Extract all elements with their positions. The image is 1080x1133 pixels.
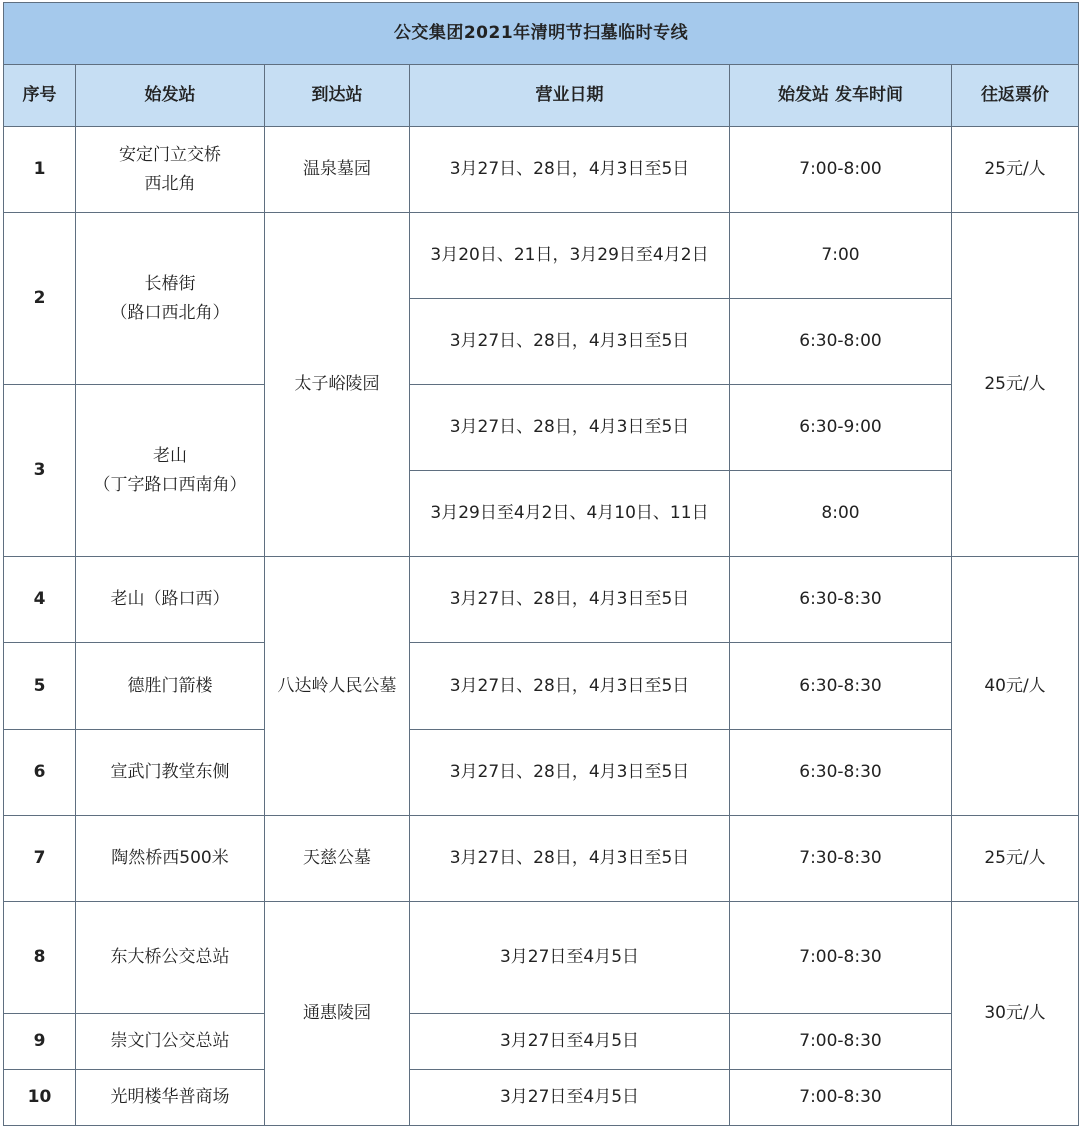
destination-cell: 太子峪陵园 xyxy=(265,213,410,557)
header-dates: 营业日期 xyxy=(410,65,730,127)
origin-cell: 陶然桥西500米 xyxy=(76,815,265,901)
row-number: 9 xyxy=(4,1013,76,1069)
dates-cell: 3月29日至4月2日、4月10日、11日 xyxy=(410,471,730,557)
time-cell: 6:30-8:30 xyxy=(730,557,952,643)
destination-cell: 天慈公墓 xyxy=(265,815,410,901)
table-row xyxy=(4,729,1079,815)
destination-cell: 温泉墓园 xyxy=(265,127,410,213)
dates-cell: 3月27日、28日，4月3日至5日 xyxy=(410,729,730,815)
header-depart-line2: 发车时间 xyxy=(834,85,903,106)
row-number: 8 xyxy=(4,901,76,1013)
dates-cell: 3月27日至4月5日 xyxy=(410,1013,730,1069)
table-row xyxy=(4,643,1079,729)
time-cell: 7:00-8:00 xyxy=(730,127,952,213)
table-row xyxy=(4,1069,1079,1125)
header-destination: 到达站 xyxy=(265,65,410,127)
origin-line: （丁字路口西南角） xyxy=(93,474,247,495)
row-number: 6 xyxy=(4,729,76,815)
dates-cell: 3月20日、21日，3月29日至4月2日 xyxy=(410,213,730,299)
header-row xyxy=(4,65,1079,127)
time-cell: 8:00 xyxy=(730,471,952,557)
origin-cell: 德胜门箭楼 xyxy=(76,643,265,729)
header-no: 序号 xyxy=(4,65,76,127)
table-row xyxy=(4,213,1079,299)
time-cell: 7:00-8:30 xyxy=(730,1013,952,1069)
row-number: 4 xyxy=(4,557,76,643)
row-number: 1 xyxy=(4,127,76,213)
origin-line: 西北角 xyxy=(144,173,196,194)
row-number: 7 xyxy=(4,815,76,901)
time-cell: 6:30-8:30 xyxy=(730,729,952,815)
origin-cell xyxy=(76,213,265,385)
time-cell: 7:00-8:30 xyxy=(730,901,952,1013)
origin-cell: 光明楼华普商场 xyxy=(76,1069,265,1125)
table-title: 公交集团2021年清明节扫墓临时专线 xyxy=(4,3,1079,65)
dates-cell: 3月27日、28日，4月3日至5日 xyxy=(410,815,730,901)
origin-line: 老山 xyxy=(153,445,187,466)
row-number: 10 xyxy=(4,1069,76,1125)
destination-cell: 八达岭人民公墓 xyxy=(265,557,410,815)
table-row xyxy=(4,815,1079,901)
time-cell: 6:30-8:00 xyxy=(730,299,952,385)
header-depart-time xyxy=(730,65,952,127)
dates-cell: 3月27日、28日，4月3日至5日 xyxy=(410,127,730,213)
time-cell: 6:30-9:00 xyxy=(730,385,952,471)
origin-cell xyxy=(76,385,265,557)
table-row xyxy=(4,557,1079,643)
fare-cell: 25元/人 xyxy=(952,213,1079,557)
time-cell: 7:00-8:30 xyxy=(730,1069,952,1125)
time-cell: 6:30-8:30 xyxy=(730,643,952,729)
fare-cell: 25元/人 xyxy=(952,127,1079,213)
dates-cell: 3月27日、28日，4月3日至5日 xyxy=(410,557,730,643)
time-cell: 7:30-8:30 xyxy=(730,815,952,901)
table-row xyxy=(4,901,1079,1013)
origin-cell xyxy=(76,127,265,213)
header-fare: 往返票价 xyxy=(952,65,1079,127)
origin-cell: 崇文门公交总站 xyxy=(76,1013,265,1069)
dates-cell: 3月27日、28日，4月3日至5日 xyxy=(410,643,730,729)
dates-cell: 3月27日、28日，4月3日至5日 xyxy=(410,385,730,471)
origin-line: 长椿街 xyxy=(144,273,196,294)
origin-line: （路口西北角） xyxy=(110,302,230,323)
origin-cell: 宣武门教堂东侧 xyxy=(76,729,265,815)
header-origin: 始发站 xyxy=(76,65,265,127)
table-row xyxy=(4,127,1079,213)
time-cell: 7:00 xyxy=(730,213,952,299)
origin-line: 安定门立交桥 xyxy=(119,144,221,165)
dates-cell: 3月27日至4月5日 xyxy=(410,1069,730,1125)
fare-cell: 40元/人 xyxy=(952,557,1079,815)
origin-cell: 东大桥公交总站 xyxy=(76,901,265,1013)
header-depart-line1: 始发站 xyxy=(778,85,830,106)
dates-cell: 3月27日至4月5日 xyxy=(410,901,730,1013)
bus-schedule-table xyxy=(3,2,1079,1126)
row-number: 5 xyxy=(4,643,76,729)
table-row xyxy=(4,1013,1079,1069)
dates-cell: 3月27日、28日，4月3日至5日 xyxy=(410,299,730,385)
fare-cell: 30元/人 xyxy=(952,901,1079,1125)
row-number: 2 xyxy=(4,213,76,385)
fare-cell: 25元/人 xyxy=(952,815,1079,901)
origin-cell: 老山（路口西） xyxy=(76,557,265,643)
destination-cell: 通惠陵园 xyxy=(265,901,410,1125)
table-row xyxy=(4,385,1079,471)
row-number: 3 xyxy=(4,385,76,557)
